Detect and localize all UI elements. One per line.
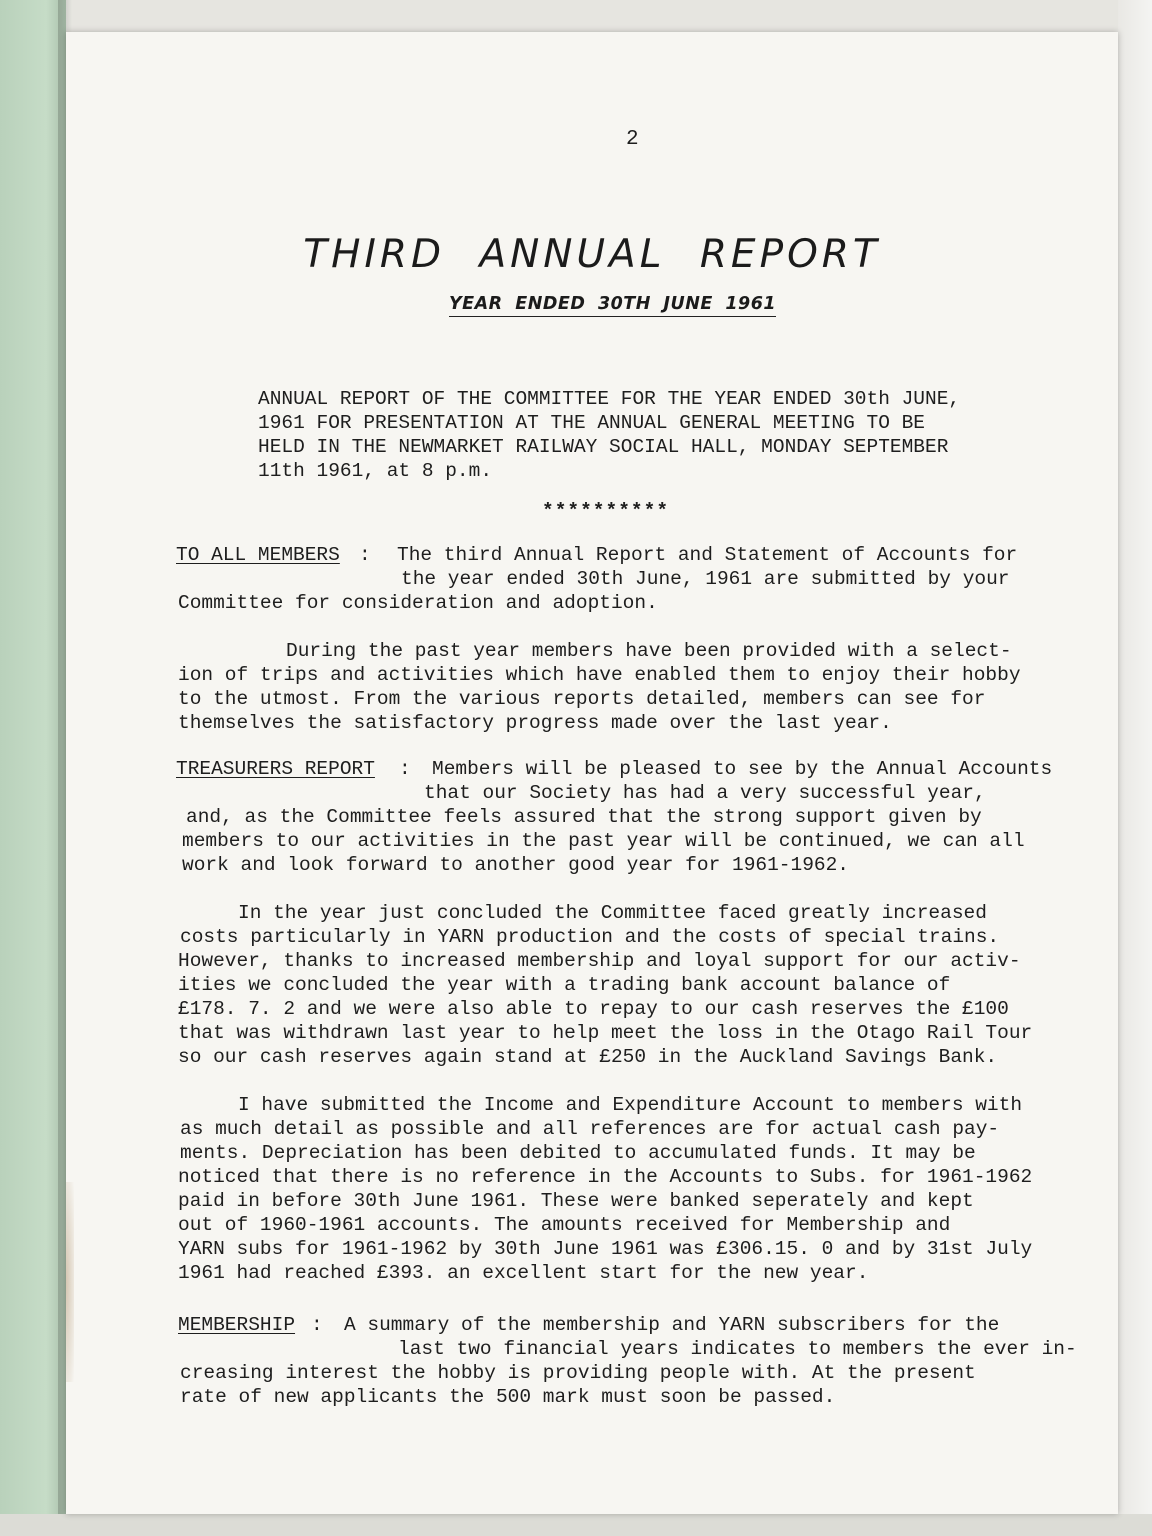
body-line: Committee for consideration and adoption. xyxy=(178,592,658,614)
body-line: In the year just concluded the Committee faced greatly increased xyxy=(238,902,987,924)
body-line: £178. 7. 2 and we were also able to repay to our cash reserves the £100 xyxy=(178,998,1009,1020)
body-line: that our Society has had a very successful year, xyxy=(424,782,986,804)
body-line: The third Annual Report and Statement of Accounts for xyxy=(397,544,1018,566)
report-subtitle: YEAR ENDED 30TH JUNE 1961 xyxy=(449,294,776,317)
intro-line: 11th 1961, at 8 p.m. xyxy=(258,460,493,482)
body-line: 1961 had reached £393. an excellent start for the new year. xyxy=(178,1262,869,1284)
body-line: work and look forward to another good year for 1961-1962. xyxy=(182,854,850,876)
background-bottom xyxy=(0,1514,1152,1536)
heading-separator: : xyxy=(359,544,371,566)
body-line: I have submitted the Income and Expenditure Account to members with xyxy=(238,1094,1023,1116)
body-line: and, as the Committee feels assured that the strong support given by xyxy=(186,806,982,828)
body-line: ities we concluded the year with a trading bank account balance of xyxy=(178,974,951,996)
intro-line: HELD IN THE NEWMARKET RAILWAY SOCIAL HALL, MONDAY SEPTEMBER xyxy=(258,436,949,458)
body-line: noticed that there is no reference in the Accounts to Subs. for 1961-1962 xyxy=(178,1166,1033,1188)
body-line: members to our activities in the past year will be continued, we can all xyxy=(182,830,1025,852)
body-line: last two financial years indicates to members the ever in- xyxy=(398,1338,1077,1360)
body-line: themselves the satisfactory progress made over the last year. xyxy=(178,712,892,734)
divider: ********** xyxy=(542,500,670,522)
background-right xyxy=(1118,0,1152,1536)
body-line: ments. Depreciation has been debited to accumulated funds. It may be xyxy=(180,1142,976,1164)
body-line: so our cash reserves again stand at £250 in the Auckland Savings Bank. xyxy=(178,1046,998,1068)
body-line: However, thanks to increased membership and loyal support for our activ- xyxy=(178,950,1021,972)
body-line: A summary of the membership and YARN subscribers for the xyxy=(344,1314,1000,1336)
intro-line: 1961 FOR PRESENTATION AT THE ANNUAL GENERAL MEETING TO BE xyxy=(258,412,926,434)
body-line: to the utmost. From the various reports detailed, members can see for xyxy=(178,688,986,710)
body-line: as much detail as possible and all references are for actual cash pay- xyxy=(180,1118,1000,1140)
green-cover xyxy=(0,0,66,1536)
report-title: THIRD ANNUAL REPORT xyxy=(303,232,881,277)
body-line: paid in before 30th June 1961. These were banked seperately and kept xyxy=(178,1190,974,1212)
body-line: creasing interest the hobby is providing people with. At the present xyxy=(180,1362,976,1384)
body-line: that was withdrawn last year to help meet the loss in the Otago Rail Tour xyxy=(178,1022,1033,1044)
intro-line: ANNUAL REPORT OF THE COMMITTEE FOR THE YEAR ENDED 30th JUNE, xyxy=(258,388,961,410)
document-page xyxy=(66,32,1118,1514)
body-line: Members will be pleased to see by the Annual Accounts xyxy=(432,758,1053,780)
body-line: out of 1960-1961 accounts. The amounts received for Membership and xyxy=(178,1214,951,1236)
heading-membership: MEMBERSHIP xyxy=(178,1314,296,1336)
body-line: the year ended 30th June, 1961 are submitted by your xyxy=(401,568,1010,590)
edge-stain xyxy=(66,1182,74,1382)
heading-separator: : xyxy=(311,1314,323,1336)
body-line: During the past year members have been provided with a select- xyxy=(286,640,1012,662)
body-line: ion of trips and activities which have enabled them to enjoy their hobby xyxy=(178,664,1021,686)
heading-to-all-members: TO ALL MEMBERS xyxy=(176,544,340,566)
page-number: 2 xyxy=(626,128,639,151)
heading-separator: : xyxy=(399,758,411,780)
body-line: costs particularly in YARN production and the costs of special trains. xyxy=(180,926,1000,948)
heading-treasurers-report: TREASURERS REPORT xyxy=(176,758,375,780)
body-line: rate of new applicants the 500 mark must soon be passed. xyxy=(180,1386,836,1408)
body-line: YARN subs for 1961-1962 by 30th June 1961 was £306.15. 0 and by 31st July xyxy=(178,1238,1033,1260)
